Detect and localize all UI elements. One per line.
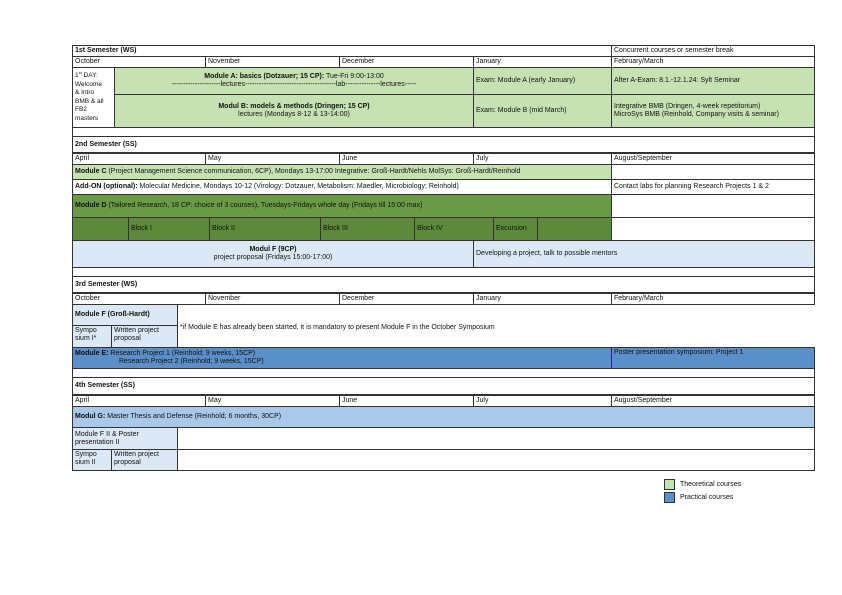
legend-theoretical-swatch <box>664 479 675 490</box>
exam-a-text: Exam: Module A (early January) <box>476 77 576 84</box>
module-f-ss-title: Modul F (9CP) <box>249 246 297 253</box>
block-tail <box>537 217 612 241</box>
poster-symposium-text: Poster presentation symposium: Project 1 <box>614 349 744 356</box>
sem3-month-dec: December <box>339 293 474 305</box>
written-proposal-2 <box>111 449 178 471</box>
written-proposal-1-line2: proposal <box>114 335 141 342</box>
add-on <box>72 179 612 195</box>
module-g-label: Modul G: <box>75 413 106 420</box>
module-g <box>72 406 815 428</box>
module-f2-line1: Module F II & Poster <box>75 430 139 438</box>
sem2-title-text: 2nd Semester (SS) <box>75 140 137 148</box>
written-proposal-2-line2: proposal <box>114 459 141 466</box>
symposium-1-line1: Sympo <box>75 327 97 334</box>
month-apr: April <box>72 153 206 165</box>
block-2 <box>209 217 321 241</box>
day1-label: DAY: <box>81 72 98 80</box>
sem4-month-aug: August/September <box>611 395 815 407</box>
module-g-text: Master Thesis and Defense (Reinhold; 6 months, 30CP) <box>105 413 282 420</box>
empty-c-right <box>611 164 815 180</box>
block-1-label: Block I <box>131 225 153 232</box>
exam-a <box>473 67 612 95</box>
month-oct: October <box>72 56 206 68</box>
module-f-ws-label: Module F (Groß-Hardt) <box>75 311 150 318</box>
legend-practical-swatch <box>664 492 675 503</box>
sem3-title <box>72 276 815 293</box>
sem4-title <box>72 377 815 395</box>
empty-d-right <box>611 194 815 218</box>
symposium-1-line2: sium I* <box>75 335 97 342</box>
module-f-ss <box>72 240 474 268</box>
symposium-2-line2: sium II <box>75 459 96 466</box>
block-1 <box>128 217 210 241</box>
module-e <box>72 347 612 369</box>
sem3-month-nov: November <box>205 293 340 305</box>
block-spacer <box>72 217 129 241</box>
symposium-1 <box>72 325 112 348</box>
first-day-cell <box>72 67 115 128</box>
sem4-month-jul: July <box>473 395 612 407</box>
month-jul: July <box>473 153 612 165</box>
poster-symposium <box>611 347 815 369</box>
module-a-title: Module A: basics (Dotzauer; 15 CP): <box>204 73 325 80</box>
day1-intro: & Intro <box>75 89 95 97</box>
sem4-month-may: May <box>205 395 340 407</box>
module-e-rp2: Research Project 2 (Reinhold; 9 weeks, 15CP) <box>119 358 264 365</box>
symposium-2 <box>72 449 112 471</box>
month-jan: January <box>473 56 612 68</box>
module-a-time: Tue-Fri 9:00-13:00 <box>324 73 384 80</box>
block-2-label: Block II <box>212 225 235 232</box>
module-e-label: Module E: <box>75 350 109 357</box>
module-d-label: Module D <box>75 202 107 209</box>
integrative-bmb: Integrative BMB (Dringen, 4-week repetitorium) <box>614 103 761 110</box>
sem1-title: 1st Semester (WS) <box>72 45 612 57</box>
module-a-lectures-line: ---------------------lectures---------------------------------------lab---------------lectures----- <box>171 81 417 88</box>
microsys-bmb: MicroSys BMB (Reinhold, Company visits & seminar) <box>614 111 779 118</box>
block-3-label: Block III <box>323 225 348 232</box>
developing-project-text: Developing a project, talk to possible mentors <box>476 250 618 257</box>
day1-num: 1 <box>75 72 79 80</box>
sem3-title-text: 3rd Semester (WS) <box>75 280 138 288</box>
contact-labs-text: Contact labs for planning Research Projects 1 & 2 <box>614 183 769 190</box>
module-b-sub: lectures (Mondays 8-12 & 13-14:00) <box>238 111 350 118</box>
module-c <box>72 164 612 180</box>
symposium-2-line1: Sympo <box>75 451 97 458</box>
integrative-microsys <box>611 94 815 128</box>
module-f-note <box>178 320 678 336</box>
module-f2-poster <box>72 427 178 450</box>
day1-sup: st <box>78 70 82 75</box>
month-feb: February/March <box>611 56 815 68</box>
module-a <box>114 67 474 95</box>
contact-labs <box>611 179 815 195</box>
month-may: May <box>205 153 340 165</box>
exam-b <box>473 94 612 128</box>
after-a-exam <box>611 67 815 95</box>
month-dec: December <box>339 56 474 68</box>
module-c-label: Module C <box>75 168 107 175</box>
sem3-month-jan: January <box>473 293 612 305</box>
module-c-text: (Project Management Science communication, 6CP), Mondays 13-17:00 Integrative: Groß-Hardt/Nehls MolSys: Groß-Hardt/Reinhold <box>106 168 521 175</box>
sem3-month-feb: February/March <box>611 293 815 305</box>
module-e-rp1: Research Project 1 (Reinhold; 9 weeks, 15CP) <box>108 350 256 357</box>
module-f-note-text: *if Module E has already been started, it is mandatory to present Module F in the October Symposium <box>180 324 495 331</box>
module-f-ss-sub: project proposal (Fridays 15:00-17:00) <box>213 254 333 261</box>
sem2-title <box>72 136 815 153</box>
empty-f2-right <box>177 427 815 450</box>
module-d-text: (Tailored Research, 18 CP: choice of 3 courses), Tuesdays-Fridays whole day (Fridays till 15:00 max) <box>106 202 423 209</box>
block-4-label: Block IV <box>417 225 443 232</box>
module-f-ws <box>72 304 178 326</box>
add-on-label: Add-ON (optional): <box>75 183 138 190</box>
legend-practical-label: Practical courses <box>680 494 734 501</box>
day1-fb2: FB2 <box>75 106 87 114</box>
day1-masters: masters <box>75 114 99 122</box>
day1-bmb: BMB & all <box>75 97 104 105</box>
written-proposal-2-line1: Written project <box>114 451 159 458</box>
after-a-exam-text: After A-Exam: 8.1.-12.1.24: Sylt Seminar <box>614 77 741 84</box>
written-proposal-1-line1: Written project <box>114 327 159 334</box>
module-f2-line2: presentation II <box>75 438 120 446</box>
sem4-title-text: 4th Semester (SS) <box>75 382 135 389</box>
block-3 <box>320 217 415 241</box>
concurrent-header: Concurrent courses or semester break <box>611 45 815 57</box>
exam-b-text: Exam: Module B (mid March) <box>476 107 567 114</box>
month-aug: August/September <box>611 153 815 165</box>
excursion <box>493 217 538 241</box>
module-b <box>114 94 474 128</box>
sem4-month-apr: April <box>72 395 206 407</box>
legend-theoretical-label: Theoretical courses <box>680 481 742 488</box>
empty-s2-right <box>177 449 815 471</box>
empty-blocks-right <box>611 217 815 241</box>
excursion-label: Excursion <box>496 225 527 232</box>
sem3-month-oct: October <box>72 293 206 305</box>
add-on-text: Molecular Medicine, Mondays 10-12 (Virology: Dotzauer, Metabolism: Maedler, Microbiology; Reinhold) <box>137 183 459 190</box>
module-b-title: Modul B: models & methods (Dringen; 15 CP) <box>218 103 370 110</box>
month-nov: November <box>205 56 340 68</box>
month-jun: June <box>339 153 474 165</box>
written-proposal-1 <box>111 325 178 348</box>
block-4 <box>414 217 494 241</box>
sem4-month-jun: June <box>339 395 474 407</box>
developing-project <box>473 240 815 268</box>
day1-welcome: Welcome <box>75 80 102 88</box>
module-d <box>72 194 612 218</box>
